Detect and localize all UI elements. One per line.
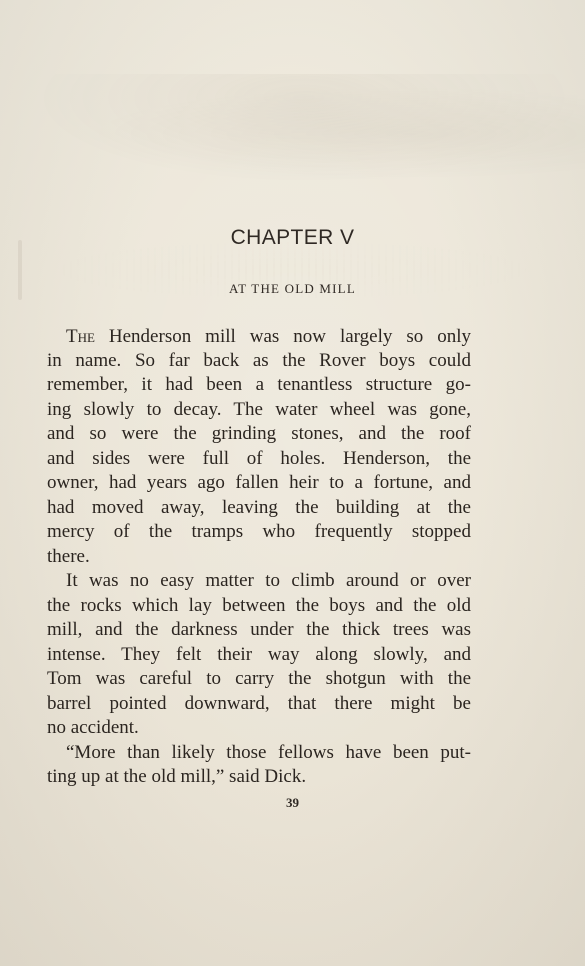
body-line [47, 325, 471, 349]
body-line: and sides were full of holes. Henderson, the [47, 448, 471, 469]
body-line: the rocks which lay between the boys and the old [47, 595, 471, 616]
body-line: and so were the grinding stones, and the roof [47, 423, 471, 444]
body-line: intense. They felt their way along slowly, and [47, 644, 471, 665]
body-line: mercy of the tramps who frequently stopped [47, 521, 471, 542]
chapter-subtitle: AT THE OLD MILL [229, 281, 356, 296]
body-line: remember, it had been a tenantless structure go- [47, 374, 471, 395]
lead-word: The [66, 326, 95, 347]
body-line: “More than likely those fellows have been put- [66, 742, 471, 763]
body-line: It was no easy matter to climb around or over [66, 570, 471, 591]
body-line: ing slowly to decay. The water wheel was gone, [47, 399, 471, 420]
body-line: barrel pointed downward, that there might be [47, 693, 471, 714]
page-number: 39 [286, 795, 299, 810]
ink-bleed-through [0, 74, 585, 194]
chapter-heading: CHAPTER V [230, 226, 355, 249]
body-line: had moved away, leaving the building at the [47, 497, 471, 518]
body-line: owner, had years ago fallen heir to a fortune, and [47, 472, 471, 493]
body-line: in name. So far back as the Rover boys could [47, 350, 471, 371]
body-line: Tom was careful to carry the shotgun with the [47, 668, 471, 689]
body-line: no accident. [47, 717, 139, 738]
body-line: ting up at the old mill,” said Dick. [47, 766, 307, 787]
body-line-text: Henderson mill was now largely so only [108, 326, 471, 347]
body-line: there. [47, 546, 90, 567]
body-line: mill, and the darkness under the thick trees was [47, 619, 471, 640]
